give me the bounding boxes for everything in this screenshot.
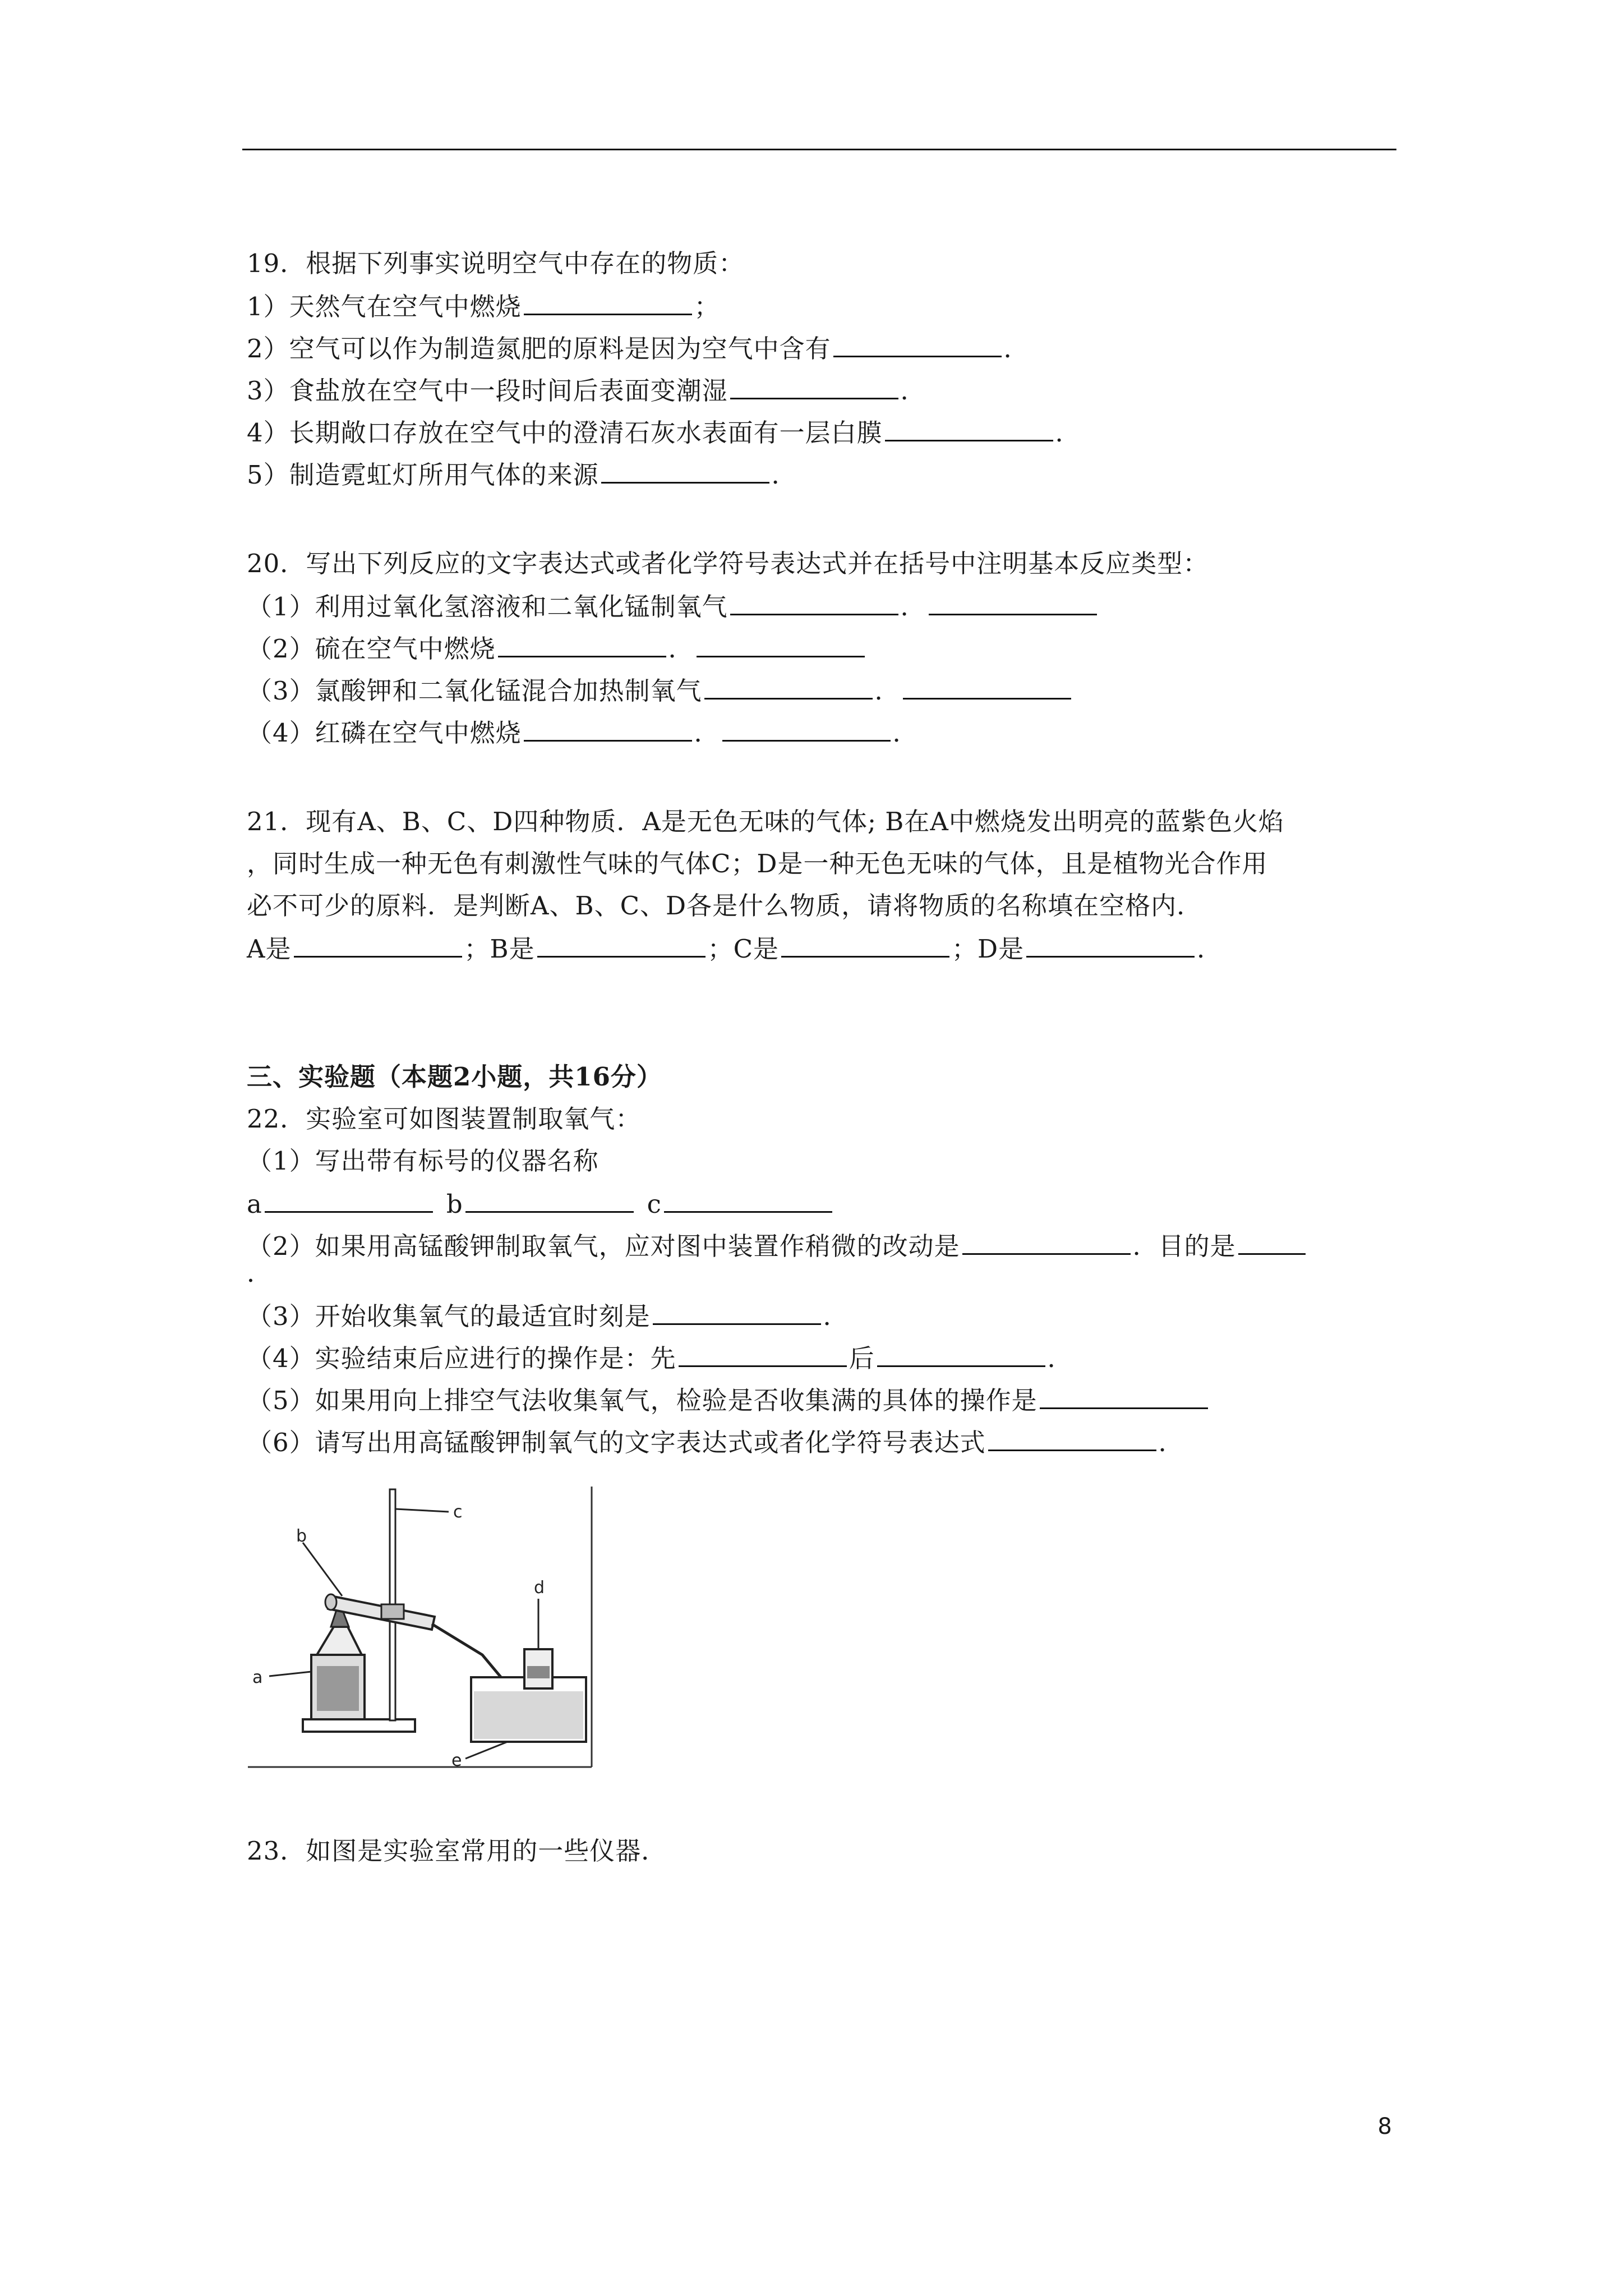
label-d: d <box>534 1578 545 1598</box>
answer-blank-c[interactable] <box>781 931 949 958</box>
q21-answers: A是 ；B是 ；C是 ；D是 ． <box>247 931 1223 966</box>
reaction-type-blank[interactable] <box>722 715 891 742</box>
answer-blank-c[interactable] <box>664 1186 832 1213</box>
answer-blank[interactable] <box>877 1341 1045 1367</box>
answer-blank[interactable] <box>988 1425 1156 1451</box>
q22-part-2: （2）如果用高锰酸钾制取氧气，应对图中装置作稍微的改动是 ．目的是 <box>247 1228 1308 1263</box>
answer-blank[interactable] <box>524 289 692 315</box>
q22-part-6: （6）请写出用高锰酸钾制氧气的文字表达式或者化学符号表达式 ． <box>247 1425 1184 1460</box>
q20-item-4: （4）红磷在空气中燃烧 ． ． <box>247 715 919 750</box>
apparatus-drawing <box>247 1487 594 1770</box>
q22-title: 22．实验室可如图装置制取氧气： <box>247 1104 642 1134</box>
reaction-type-blank[interactable] <box>929 589 1097 615</box>
answer-blank[interactable] <box>833 331 1002 357</box>
answer-blank[interactable] <box>524 715 692 742</box>
q22-part-1: （1）写出带有标号的仪器名称 <box>247 1146 599 1176</box>
q22-part-5: （5）如果用向上排空气法收集氧气，检验是否收集满的具体的操作是 <box>247 1383 1210 1418</box>
answer-blank[interactable] <box>885 415 1053 441</box>
answer-blank-b[interactable] <box>465 1186 634 1213</box>
q19-item-5: 5）制造霓虹灯所用气体的来源 ． <box>247 457 797 492</box>
answer-blank[interactable] <box>730 373 898 399</box>
answer-blank-d[interactable] <box>1026 931 1195 958</box>
reaction-type-blank[interactable] <box>903 673 1071 700</box>
label-c: c <box>453 1502 463 1522</box>
label-a: a <box>252 1668 263 1687</box>
oxygen-apparatus-figure <box>247 1487 594 1770</box>
q20-item-1: （1）利用过氧化氢溶液和二氧化锰制氧气 ． <box>247 589 1099 624</box>
q19-title: 19．根据下列事实说明空气中存在的物质： <box>247 249 745 278</box>
q21-line-3: 必不可少的原料．是判断A、B、C、D各是什么物质，请将物质的名称填在空格内． <box>247 891 1203 921</box>
q22-part-3: （3）开始收集氧气的最适宜时刻是 ． <box>247 1299 849 1333</box>
reaction-type-blank[interactable] <box>697 631 865 657</box>
label-e: e <box>451 1751 462 1770</box>
q21-line-2: ，同时生成一种无色有刺激性气味的气体C；D是一种无色无味的气体，且是植物光合作用 <box>247 849 1268 878</box>
q19-item-2: 2）空气可以作为制造氮肥的原料是因为空气中含有 ． <box>247 331 1030 366</box>
q19-item-3: 3）食盐放在空气中一段时间后表面变潮湿 ． <box>247 373 926 408</box>
answer-blank[interactable] <box>601 457 769 484</box>
q20-title: 20．写出下列反应的文字表达式或者化学符号表达式并在括号中注明基本反应类型： <box>247 549 1209 578</box>
q19-item-4: 4）长期敞口存放在空气中的澄清石灰水表面有一层白膜 ． <box>247 415 1081 450</box>
page-number: 8 <box>1377 2114 1392 2139</box>
q22-part-1-blanks: a b c <box>247 1186 834 1221</box>
answer-blank[interactable] <box>730 589 898 615</box>
answer-blank[interactable] <box>653 1299 821 1325</box>
q23-title: 23．如图是实验室常用的一些仪器． <box>247 1836 667 1866</box>
label-b: b <box>296 1526 307 1546</box>
answer-blank[interactable] <box>498 631 666 657</box>
q22-part-2-end: ． <box>247 1258 273 1288</box>
answer-blank-a[interactable] <box>265 1186 433 1213</box>
answer-blank[interactable] <box>704 673 873 700</box>
q20-item-3: （3）氯酸钾和二氧化锰混合加热制氧气 ． <box>247 673 1073 708</box>
answer-blank[interactable] <box>679 1341 847 1367</box>
q19-item-1: 1）天然气在空气中燃烧 ； <box>247 289 720 324</box>
answer-blank[interactable] <box>962 1228 1131 1255</box>
answer-blank-b[interactable] <box>537 931 706 958</box>
header-rule <box>242 149 1396 150</box>
section-title: 三、实验题（本题2小题，共16分） <box>247 1062 662 1092</box>
q20-item-2: （2）硫在空气中燃烧 ． <box>247 631 867 666</box>
q22-part-4: （4）实验结束后应进行的操作是：先 后 ． <box>247 1341 1073 1375</box>
answer-blank-a[interactable] <box>294 931 462 958</box>
answer-blank[interactable] <box>1238 1228 1306 1255</box>
q21-line-1: 21．现有A、B、C、D四种物质．A是无色无味的气体; B在A中燃烧发出明亮的蓝紫色火焰 <box>247 807 1284 836</box>
answer-blank[interactable] <box>1040 1383 1208 1409</box>
